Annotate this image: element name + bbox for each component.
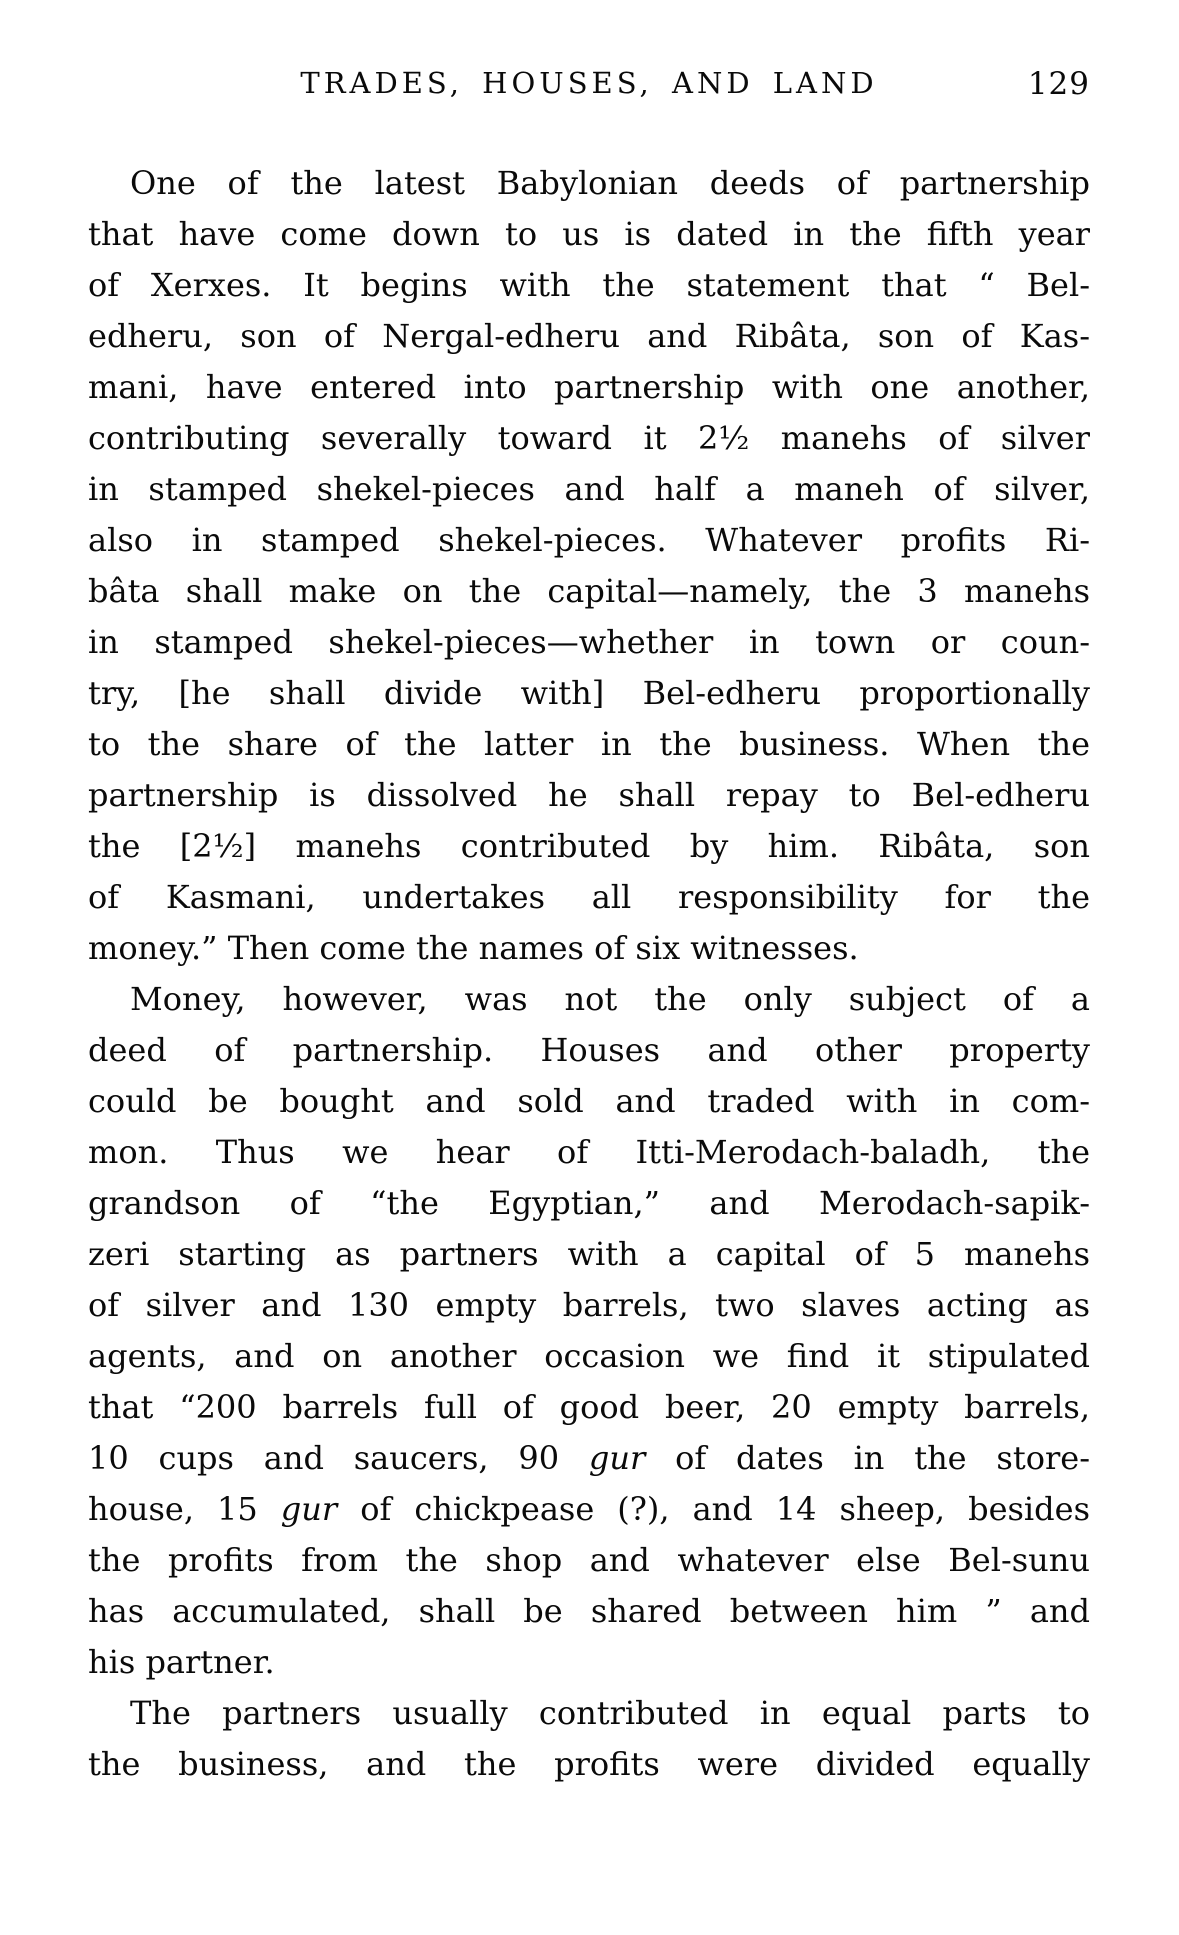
text-line: of silver and 130 empty barrels, two slaves acting as (88, 1286, 1090, 1324)
text-line: that have come down to us is dated in the fifth year (88, 215, 1090, 253)
text-line: the business, and the profits were divided equally (88, 1745, 1090, 1783)
text-line: One of the latest Babylonian deeds of partnership (130, 164, 1090, 202)
text-line: bâta shall make on the capital—namely, the 3 manehs (88, 572, 1090, 610)
text-line: contributing severally toward it 2½ manehs of silver (88, 419, 1090, 457)
page-title: TRADES, HOUSES, AND LAND (300, 66, 878, 100)
text-line: of Kasmani, undertakes all responsibility for the (88, 878, 1090, 916)
text-line: grandson of “the Egyptian,” and Merodach-sapik- (88, 1184, 1090, 1222)
text-line: agents, and on another occasion we find it stipulated (88, 1337, 1090, 1375)
text-line: try, [he shall divide with] Bel-edheru proportionally (88, 674, 1090, 712)
text-line: his partner. (88, 1643, 275, 1681)
text-line: edheru, son of Nergal-edheru and Ribâta, son of Kas- (88, 317, 1090, 355)
text-line: that “200 barrels full of good beer, 20 empty barrels, (88, 1388, 1090, 1426)
text-line: in stamped shekel-pieces and half a maneh of silver, (88, 470, 1090, 508)
running-header (88, 66, 1090, 110)
text-line: of Xerxes. It begins with the statement that “ Bel- (88, 266, 1090, 304)
text-line: money.” Then come the names of six witnesses. (88, 929, 859, 967)
text-line: Money, however, was not the only subject of a (130, 980, 1090, 1018)
text-line: zeri starting as partners with a capital of 5 manehs (88, 1235, 1090, 1273)
text-line: in stamped shekel-pieces—whether in town or coun- (88, 623, 1090, 661)
paragraph (88, 1688, 1090, 1790)
paragraph (88, 974, 1090, 1688)
text-line: could be bought and sold and traded with in com- (88, 1082, 1090, 1120)
text-line: house, 15 gur of chickpease (?), and 14 sheep, besides (88, 1490, 1090, 1528)
text-line: partnership is dissolved he shall repay to Bel-edheru (88, 776, 1090, 814)
text-line: mon. Thus we hear of Itti-Merodach-baladh, the (88, 1133, 1090, 1171)
text-line: deed of partnership. Houses and other property (88, 1031, 1090, 1069)
text-line: mani, have entered into partnership with one another, (88, 368, 1090, 406)
paragraph (88, 158, 1090, 974)
text-line: also in stamped shekel-pieces. Whatever profits Ri- (88, 521, 1090, 559)
text-line: to the share of the latter in the business. When the (88, 725, 1090, 763)
page-number: 129 (1027, 66, 1090, 102)
text-line: The partners usually contributed in equal parts to (130, 1694, 1090, 1732)
text-line: has accumulated, shall be shared between him ” and (88, 1592, 1090, 1630)
page-body (88, 158, 1090, 1790)
text-line: the profits from the shop and whatever else Bel-sunu (88, 1541, 1090, 1579)
text-line: the [2½] manehs contributed by him. Ribâta, son (88, 827, 1090, 865)
text-line: 10 cups and saucers, 90 gur of dates in the store- (88, 1439, 1090, 1477)
